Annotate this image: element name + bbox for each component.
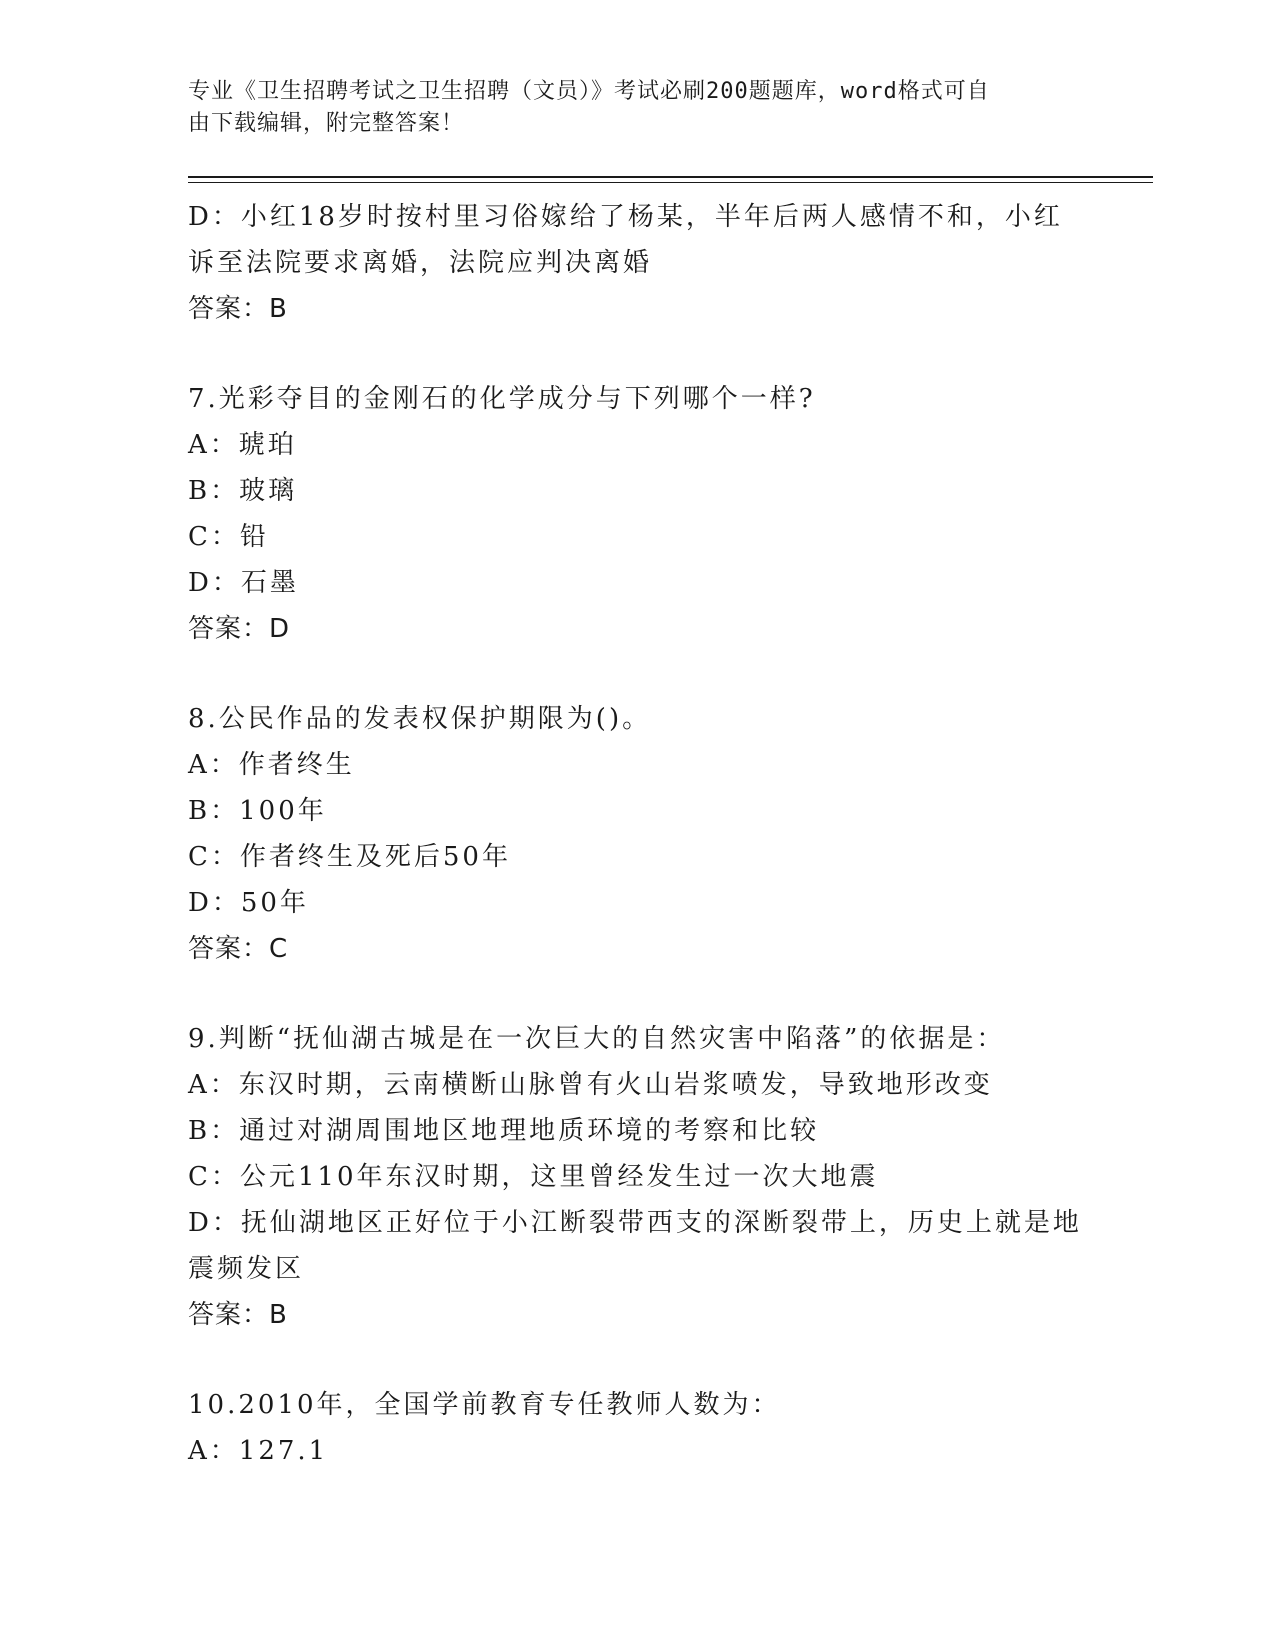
option-a: A：127.1 (188, 1436, 329, 1466)
question-title: 9.判断“抚仙湖古城是在一次巨大的自然灾害中陷落”的依据是： (188, 1024, 1006, 1054)
answer: 答案：C (188, 934, 289, 964)
document-header (188, 76, 1088, 140)
header-rule-thin (188, 182, 1153, 183)
option-b: B：玻璃 (188, 476, 298, 506)
option-d: D：小红18岁时按村里习俗嫁给了杨某，半年后两人感情不和，小红 (188, 202, 1063, 232)
question-title: 8.公民作品的发表权保护期限为()。 (188, 704, 652, 734)
question-title: 7.光彩夺目的金刚石的化学成分与下列哪个一样? (188, 384, 816, 414)
question-title: 10.2010年，全国学前教育专任教师人数为： (188, 1390, 781, 1420)
header-line-2: 由下载编辑，附完整答案！ (188, 111, 465, 136)
option-a: A：琥珀 (188, 430, 297, 460)
header-line-1: 专业《卫生招聘考试之卫生招聘（文员）》考试必刷200题题库，word格式可自 (188, 79, 990, 104)
option-d: D：50年 (188, 888, 309, 918)
question-7 (188, 376, 1088, 652)
header-rule-thick (188, 176, 1153, 178)
answer: 答案：D (188, 614, 291, 644)
spacer (188, 332, 1088, 376)
spacer (188, 652, 1088, 696)
answer: 答案：B (188, 294, 288, 324)
spacer (188, 1338, 1088, 1382)
option-c: C：铅 (188, 522, 269, 552)
option-d: D：抚仙湖地区正好位于小江断裂带西支的深断裂带上，历史上就是地 (188, 1208, 1082, 1238)
option-a: A：作者终生 (188, 750, 355, 780)
option-b: B：通过对湖周围地区地理地质环境的考察和比较 (188, 1116, 820, 1146)
option-d-continuation: 诉至法院要求离婚，法院应判决离婚 (188, 248, 653, 278)
question-8 (188, 696, 1088, 972)
option-c: C：公元110年东汉时期，这里曾经发生过一次大地震 (188, 1162, 879, 1192)
option-a: A：东汉时期，云南横断山脉曾有火山岩浆喷发，导致地形改变 (188, 1070, 993, 1100)
question-9 (188, 1016, 1088, 1338)
question-6-continuation (188, 194, 1088, 332)
option-d-continuation: 震频发区 (188, 1254, 305, 1284)
option-d: D：石墨 (188, 568, 299, 598)
option-c: C：作者终生及死后50年 (188, 842, 511, 872)
spacer (188, 972, 1088, 1016)
question-list (188, 194, 1088, 1474)
answer: 答案：B (188, 1300, 288, 1330)
option-b: B：100年 (188, 796, 327, 826)
question-10 (188, 1382, 1088, 1474)
